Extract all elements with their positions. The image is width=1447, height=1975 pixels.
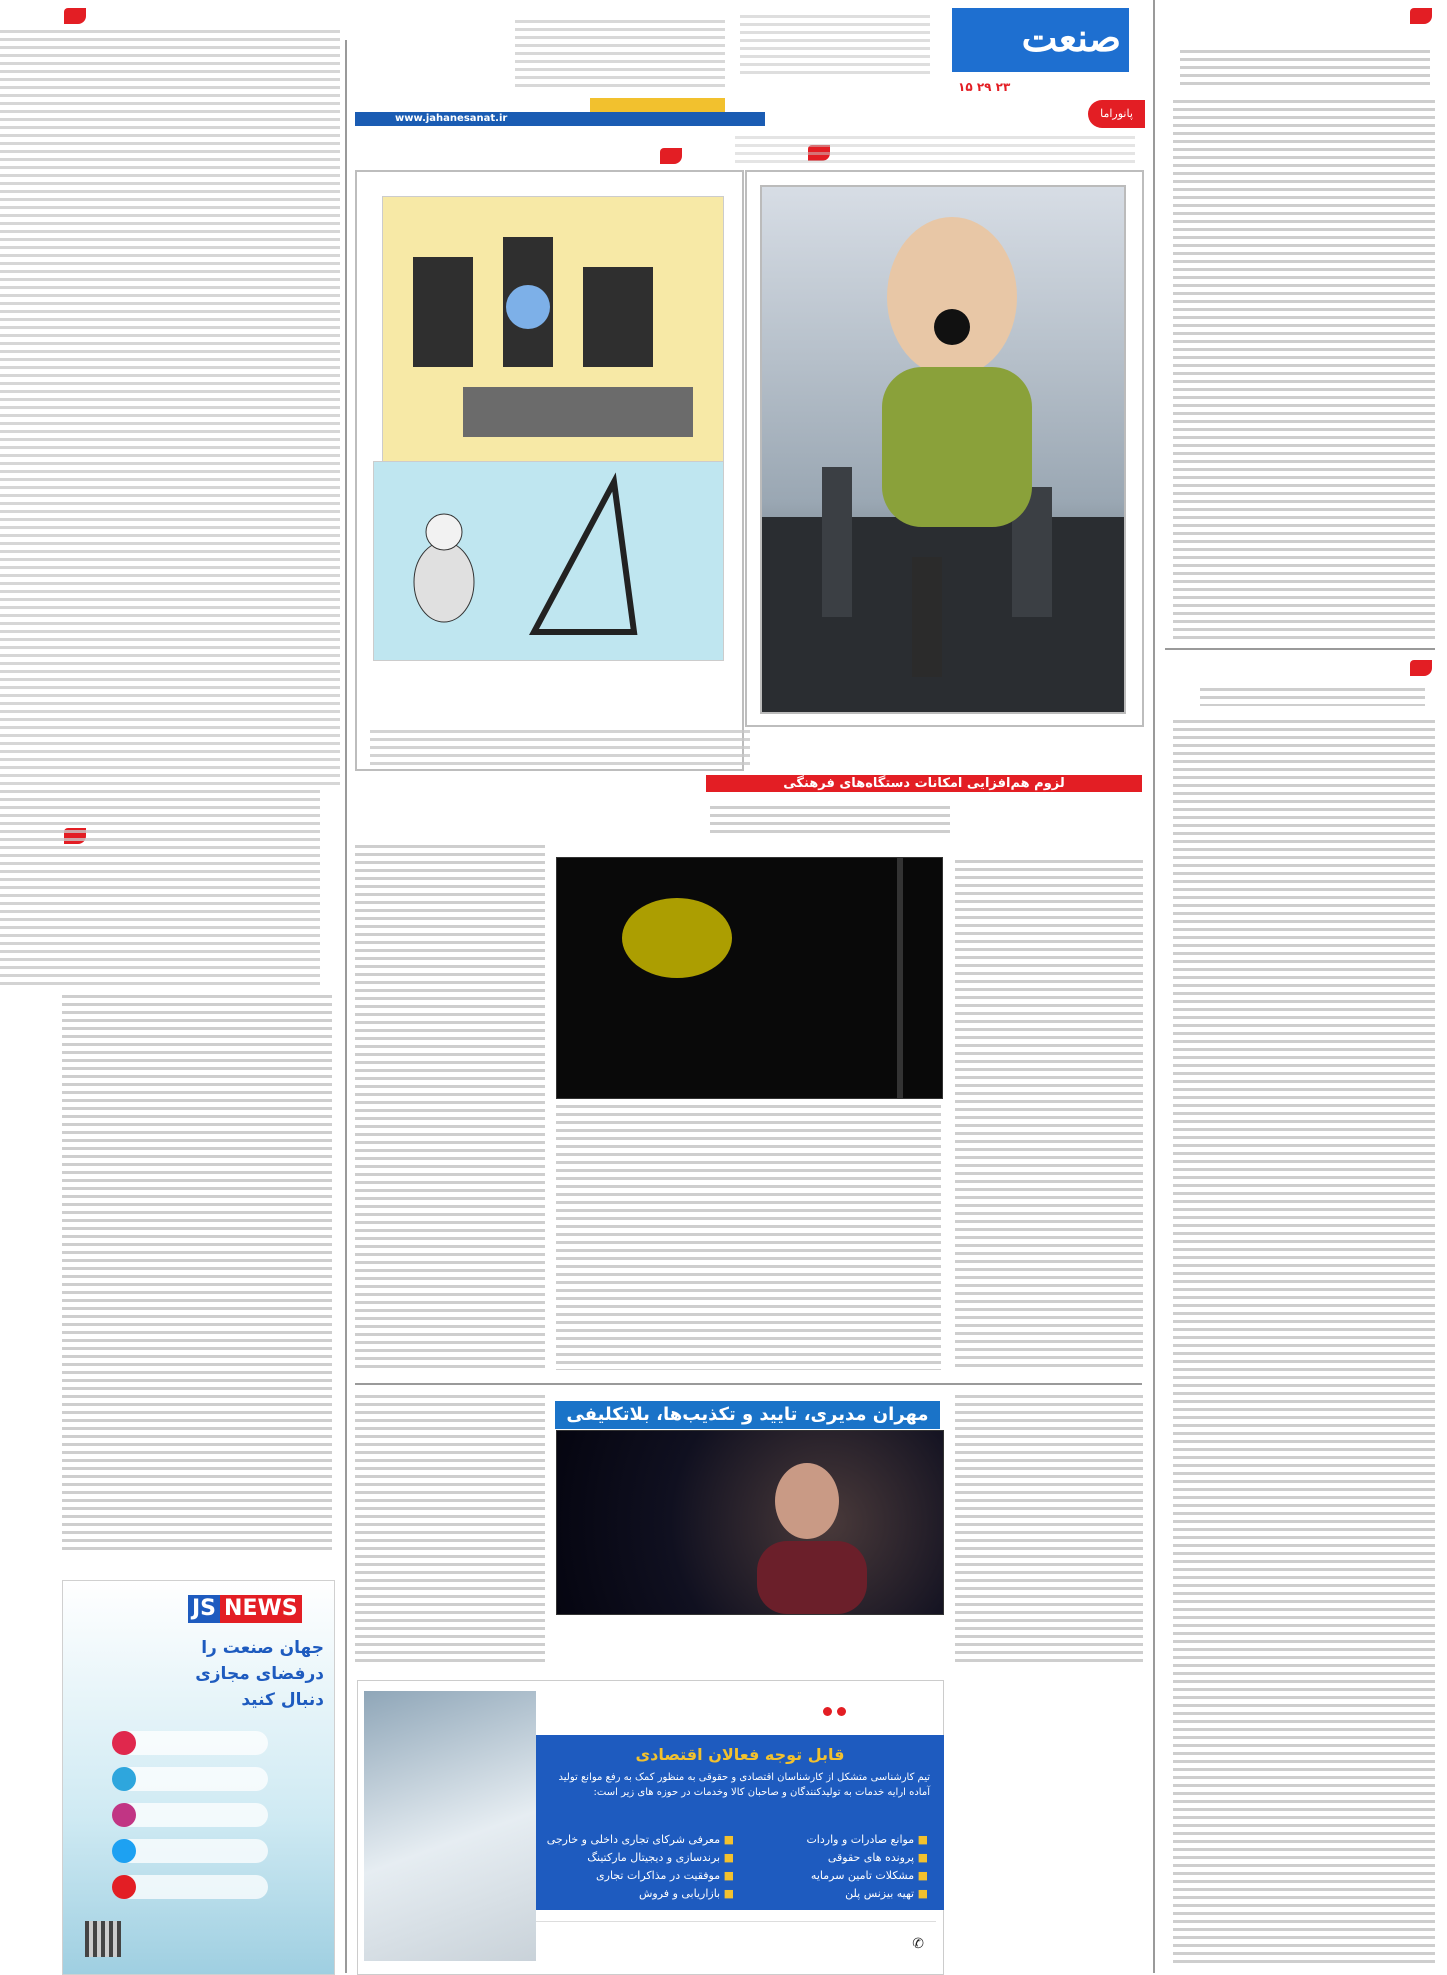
cartoon-image — [373, 461, 724, 661]
slogan-line: جهان صنعت را — [201, 1638, 324, 1658]
article-photo — [556, 1430, 944, 1615]
article-text — [355, 1395, 545, 1665]
ad-service-item: ■ موفقیت در مذاکرات تجاری — [547, 1867, 734, 1885]
cartoon-image — [382, 196, 724, 463]
website-url[interactable]: www.jahanesanat.ir — [355, 112, 765, 126]
credits-text — [0, 30, 340, 790]
ad-title: قابل توجه فعالان اقتصادی — [635, 1745, 845, 1764]
right-column-text — [1173, 100, 1435, 640]
caricature-image — [760, 185, 1126, 714]
article-headline — [710, 806, 950, 836]
article-photo — [556, 857, 943, 1099]
column-rule — [1153, 0, 1155, 1973]
ad-service-item: ■ بازاریابی و فروش — [547, 1885, 734, 1903]
social-link[interactable] — [118, 1839, 268, 1863]
ad-service-item: ■ موانع صادرات و واردات — [806, 1831, 928, 1849]
row-rule — [1165, 648, 1435, 650]
telegram-icon — [112, 1767, 136, 1791]
phone-icon: ✆ — [912, 1936, 924, 1952]
ad-services-right — [806, 1831, 928, 1903]
masthead-title: صنعت — [1021, 15, 1121, 60]
qr-code — [85, 1921, 121, 1957]
section-tab — [1410, 660, 1432, 676]
ad-photo — [364, 1691, 536, 1961]
header-info-text — [515, 20, 725, 90]
right-column-headline — [1180, 50, 1430, 85]
section-tab — [64, 8, 86, 24]
ad-services-left — [547, 1831, 734, 1903]
business-services-ad — [357, 1680, 944, 1975]
column-rule — [345, 40, 347, 1973]
ad-panel — [536, 1735, 944, 1910]
article-headline: مهران مدیری، تایید و تکذیب‌ها، بلاتکلیفی — [555, 1401, 940, 1429]
masthead-logo — [952, 8, 1129, 94]
js-news-ad — [62, 1580, 335, 1975]
social-link[interactable] — [118, 1767, 268, 1791]
article-text — [355, 845, 545, 1370]
section-tab — [660, 148, 682, 164]
logo-js: JS — [188, 1595, 220, 1623]
left-column-text — [62, 995, 332, 1555]
ad-intro: تیم کارشناسی متشکل از کارشناسان اقتصادی و حقوقی به منظور کمک به رفع موانع تولید آماده ارایه خدمات به تولیدکنندگان و صاحبان کالا وخدمات در حوزه های زیر است: — [558, 1772, 930, 1798]
section-tab — [1410, 8, 1432, 24]
ad-service-item: ■ برندسازی و دیجیتال مارکتینگ — [547, 1849, 734, 1867]
article-text — [955, 860, 1143, 1370]
credits-text — [0, 790, 320, 985]
header-info-text — [740, 15, 930, 75]
ad-contact-bar — [536, 1921, 936, 1962]
article-kicker: لزوم هم‌افزایی امکانات دستگاه‌های فرهنگی — [706, 775, 1142, 792]
logo-news: NEWS — [220, 1595, 302, 1623]
aparat-icon — [112, 1731, 136, 1755]
ad-service-item: ■ معرفی شرکای تجاری داخلی و خارجی — [547, 1831, 734, 1849]
ad-service-item: ■ مشکلات تامین سرمایه — [806, 1867, 928, 1885]
js-news-logo — [188, 1595, 302, 1623]
section-badge: پانوراما — [1088, 100, 1145, 128]
slogan-line: درفضای مجازی — [195, 1664, 324, 1684]
row-rule — [355, 1383, 1142, 1385]
header-info-text — [735, 136, 1135, 164]
social-link[interactable] — [118, 1875, 268, 1899]
js-news-slogan — [195, 1635, 324, 1713]
social-link[interactable] — [118, 1803, 268, 1827]
ad-service-item: ■ تهیه بیزنس پلن — [806, 1885, 928, 1903]
article-text — [556, 1105, 941, 1370]
ad-service-item: ■ پرونده های حقوقی — [806, 1849, 928, 1867]
cartoon-caption — [370, 730, 750, 770]
instagram-icon — [112, 1803, 136, 1827]
slogan-line: دنبال کنید — [241, 1690, 324, 1710]
ad-logo — [823, 1691, 933, 1726]
issue-numbers: ۱۵ ۲۹ ۲۳ — [958, 80, 1011, 94]
youtube-icon — [112, 1875, 136, 1899]
social-link[interactable] — [118, 1731, 268, 1755]
twitter-icon — [112, 1839, 136, 1863]
right-column-text — [1173, 720, 1435, 1965]
article-text — [955, 1395, 1143, 1665]
right-column-headline — [1200, 688, 1425, 706]
website-bar-accent — [590, 98, 725, 112]
